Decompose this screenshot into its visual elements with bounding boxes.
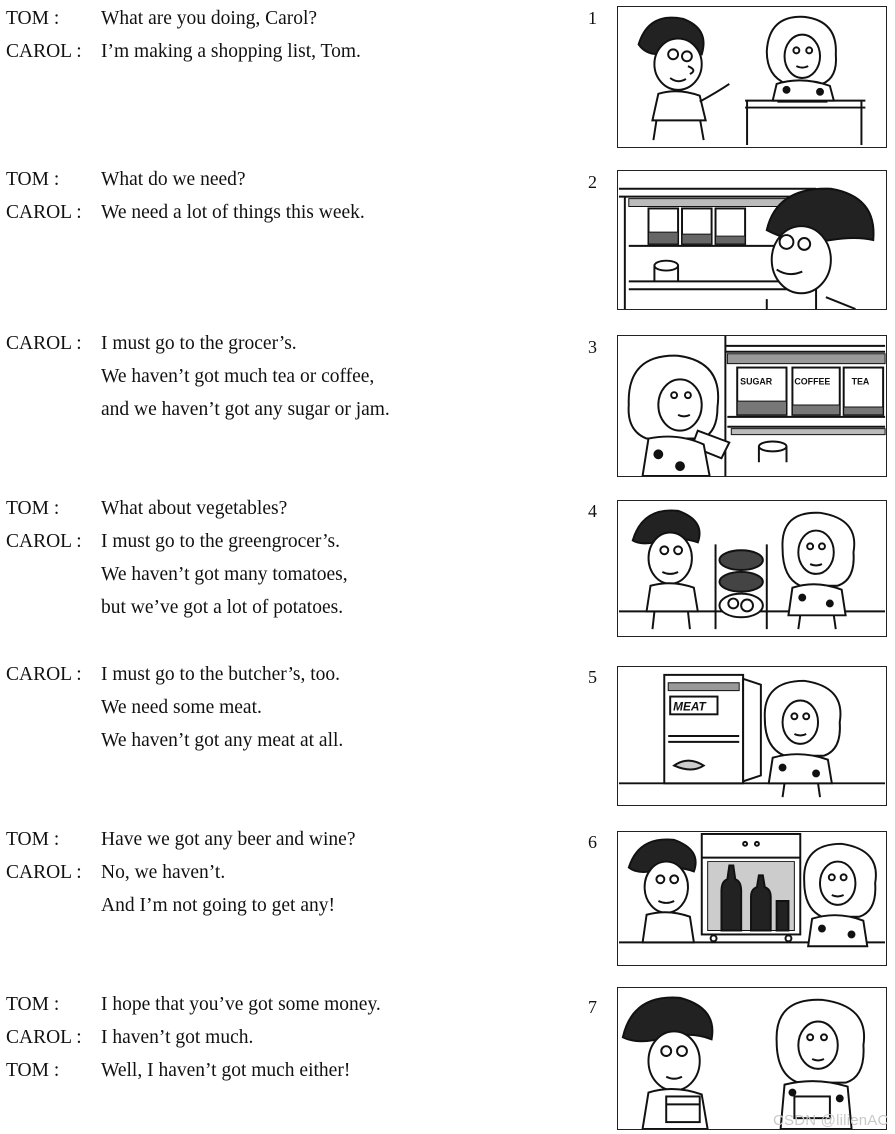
panel-number: 6 — [588, 832, 597, 852]
speaker-label: CAROL : — [6, 1027, 82, 1048]
illustration-panel-7 — [617, 987, 887, 1130]
illustration-panel-4 — [617, 500, 887, 637]
tea-jar-label: TEA — [851, 376, 870, 387]
panel-number: 2 — [588, 172, 597, 192]
empty-fridge-illustration — [618, 667, 886, 805]
panel-number: 3 — [588, 337, 597, 357]
speaker-label: TOM : — [6, 8, 60, 29]
speaker-label: CAROL : — [6, 664, 82, 685]
speech-text: and we haven’t got any sugar or jam. — [101, 399, 390, 420]
grocery-shelf-illustration — [618, 336, 886, 476]
coffee-jar-label: COFFEE — [794, 376, 831, 387]
illustration-panel-2 — [617, 170, 887, 310]
panel-number: 1 — [588, 8, 597, 28]
empty-cupboard-illustration — [618, 171, 886, 309]
panel-number: 7 — [588, 997, 597, 1017]
tom-and-carol-at-table-illustration — [618, 7, 886, 147]
illustration-panel-3 — [617, 335, 887, 477]
speech-text: What are you doing, Carol? — [101, 8, 318, 29]
illustration-panel-5 — [617, 666, 887, 806]
speech-text: Have we got any beer and wine? — [101, 829, 356, 850]
speech-text: I must go to the greengrocer’s. — [101, 531, 340, 552]
tom-and-carol-with-money-illustration — [618, 988, 886, 1129]
sugar-jar-label: SUGAR — [740, 376, 773, 387]
speech-text: but we’ve got a lot of potatoes. — [101, 597, 344, 618]
speaker-label: CAROL : — [6, 202, 82, 223]
speaker-label: TOM : — [6, 829, 60, 850]
speaker-label: TOM : — [6, 1060, 60, 1081]
speech-text: I must go to the butcher’s, too. — [101, 664, 341, 685]
panel-number: 5 — [588, 667, 597, 687]
drinks-cabinet-illustration — [618, 832, 886, 965]
watermark: CSDN @lilienAC — [773, 1112, 889, 1129]
speech-text: What about vegetables? — [101, 498, 288, 519]
speech-text: We need some meat. — [101, 697, 262, 718]
speech-text: We need a lot of things this week. — [101, 202, 365, 223]
speech-text: And I’m not going to get any! — [101, 895, 335, 916]
illustration-panel-6 — [617, 831, 887, 966]
panel-number: 4 — [588, 501, 597, 521]
speaker-label: CAROL : — [6, 41, 82, 62]
speaker-label: CAROL : — [6, 531, 82, 552]
speech-text: I must go to the grocer’s. — [101, 333, 297, 354]
meat-shelf-label: MEAT — [673, 699, 706, 714]
vegetable-rack-illustration — [618, 501, 886, 636]
speaker-label: TOM : — [6, 994, 60, 1015]
speech-text: Well, I haven’t got much either! — [101, 1060, 351, 1081]
speech-text: I haven’t got much. — [101, 1027, 254, 1048]
speech-text: We haven’t got much tea or coffee, — [101, 366, 375, 387]
speaker-label: CAROL : — [6, 333, 82, 354]
speaker-label: CAROL : — [6, 862, 82, 883]
speech-text: No, we haven’t. — [101, 862, 226, 883]
speech-text: What do we need? — [101, 169, 246, 190]
speech-text: We haven’t got many tomatoes, — [101, 564, 348, 585]
speech-text: I’m making a shopping list, Tom. — [101, 41, 361, 62]
speaker-label: TOM : — [6, 498, 60, 519]
speaker-label: TOM : — [6, 169, 60, 190]
illustration-panel-1 — [617, 6, 887, 148]
speech-text: We haven’t got any meat at all. — [101, 730, 344, 751]
speech-text: I hope that you’ve got some money. — [101, 994, 381, 1015]
